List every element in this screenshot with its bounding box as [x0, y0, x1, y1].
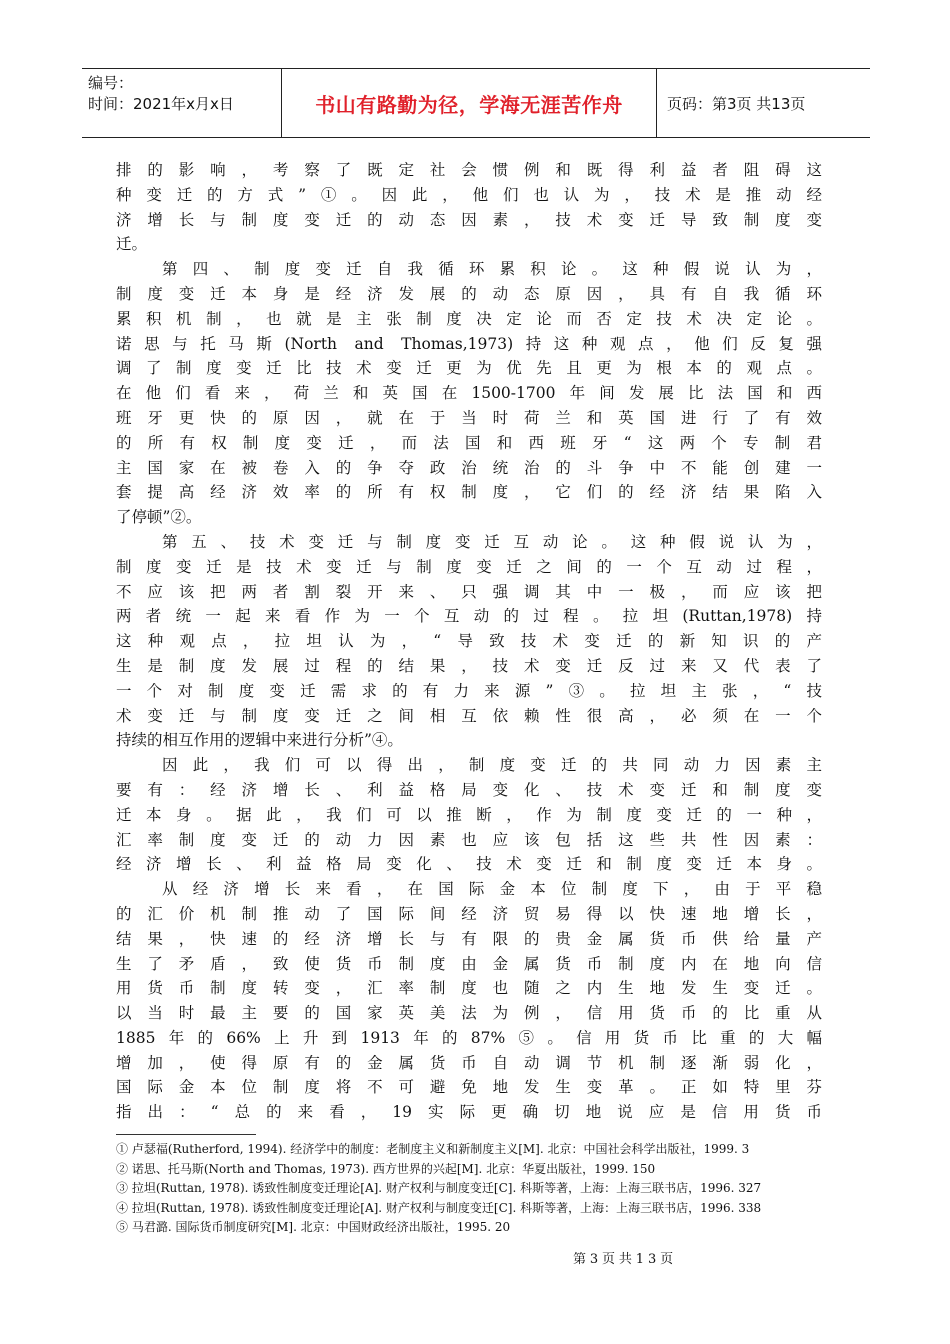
- text-line: 种变迁的方式”①。因此，他们也认为，技术是推动经: [116, 185, 822, 204]
- text-line: 套提高经济效率的所有权制度，它们的经济结果陷入: [116, 483, 822, 502]
- text-line: 第五、技术变迁与制度变迁互动论。这种假说认为，: [162, 532, 822, 551]
- text-line: 生是制度发展过程的结果，技术变迁反过来又代表了: [116, 656, 822, 675]
- footnote: ② 诺思、托马斯(North and Thomas, 1973). 西方世界的兴起[M]. 北京：华夏出版社，1999. 150: [116, 1161, 656, 1176]
- text-line: 术变迁与制度变迁之间相互依赖性很高，必须在一个: [116, 706, 822, 725]
- header-date: 时间：2021年x月x日: [88, 95, 234, 113]
- text-line: 济增长与制度变迁的动态因素，技术变迁导致制度变: [116, 210, 822, 229]
- text-line: 诺思与托马斯(North and Thomas,1973)持这种观点，他们反复强: [116, 334, 822, 353]
- paragraph: [116, 530, 822, 753]
- header-meta: [82, 69, 282, 137]
- text-line: 的所有权制度变迁，而法国和西班牙“这两个专制君: [116, 433, 822, 452]
- footnote-divider: [116, 1134, 256, 1135]
- paragraph: [116, 158, 822, 257]
- paragraph: [116, 877, 822, 1125]
- text-line: 调了制度变迁比技术变迁更为优先且更为根本的观点。: [116, 359, 822, 378]
- text-line: 结果，快速的经济增长与有限的贵金属货币供给量产: [116, 929, 822, 948]
- text-line: 主国家在被卷入的争夺政治统治的斗争中不能创建一: [116, 458, 822, 477]
- header-number-label: 编号：: [88, 74, 134, 92]
- text-line: 因此，我们可以得出，制度变迁的共同动力因素主: [162, 756, 822, 775]
- paragraph: [116, 257, 822, 530]
- text-line: 班牙更快的原因，就在于当时荷兰和英国进行了有效: [116, 408, 822, 427]
- footnotes: [116, 1140, 856, 1238]
- text-line: 累积机制，也就是主张制度决定论而否定技术决定论。: [116, 309, 822, 328]
- footnote: ① 卢瑟福(Rutherford, 1994). 经济学中的制度：老制度主义和新制度主义[M]. 北京：中国社会科学出版社，1999. 3: [116, 1142, 750, 1156]
- text-line: 以当时最主要的国家英美法为例，信用货币的比重从: [116, 1004, 822, 1023]
- text-line: 经济增长、利益格局变化、技术变迁和制度变迁本身。: [116, 855, 822, 874]
- page-header: [82, 68, 870, 138]
- text-line: 排的影响，考察了既定社会惯例和既得利益者阻碍这: [116, 161, 822, 179]
- footnote: ④ 拉坦(Ruttan, 1978). 诱致性制度变迁理论[A]. 财产权利与制度变迁[C]. 科斯等著，上海：上海三联书店，1996. 338: [116, 1200, 762, 1215]
- text-line: 第四、制度变迁自我循环累积论。这种假说认为，: [162, 260, 822, 279]
- text-line: 制度变迁是技术变迁与制度变迁之间的一个互动过程，: [116, 557, 822, 576]
- text-line: 这种观点，拉坦认为，“导致技术变迁的新知识的产: [116, 632, 822, 651]
- footnote: ③ 拉坦(Ruttan, 1978). 诱致性制度变迁理论[A]. 财产权利与制度变迁[C]. 科斯等著，上海：上海三联书店，1996. 327: [116, 1181, 762, 1195]
- text-line: 制度变迁本身是经济发展的动态原因，具有自我循环: [116, 284, 822, 303]
- text-line: 一个对制度变迁需求的有力来源”③。拉坦主张，“技: [116, 681, 822, 700]
- text-line: 国际金本位制度将不可避免地发生变革。正如特里芬: [116, 1078, 822, 1097]
- text-line: 1885年的66%上升到1913年的87%⑤。信用货币比重的大幅: [116, 1028, 822, 1047]
- text-line: 不应该把两者割裂开来、只强调其中一极，而应该把: [116, 582, 822, 601]
- header-motto: 书山有路勤为径，学海无涯苦作舟: [282, 69, 657, 137]
- text-line: 汇率制度变迁的动力因素也应该包括这些共性因素：: [116, 830, 822, 849]
- footnote: ⑤ 马君潞. 国际货币制度研究[M]. 北京：中国财政经济出版社，1995. 20: [116, 1220, 511, 1234]
- text-line: 的汇价机制推动了国际间经济贸易得以快速地增长，: [116, 904, 822, 923]
- text-line: 生了矛盾，致使货币制度由金属货币制度内在地向信: [116, 954, 822, 973]
- page-footer: 第3页共13页: [572, 1252, 678, 1267]
- text-line: 迁本身。据此，我们可以推断，作为制度变迁的一种，: [116, 805, 822, 824]
- paragraph: [116, 753, 822, 877]
- text-line: 持续的相互作用的逻辑中来进行分析”④。: [116, 731, 403, 750]
- text-line: 要有：经济增长、利益格局变化、技术变迁和制度变: [116, 780, 822, 799]
- text-line: 指出：“总的来看，19实际更确切地说应是信用货币: [116, 1103, 822, 1122]
- document-body: [116, 158, 822, 1125]
- header-page-number: 页码：第3页 共13页: [667, 94, 806, 113]
- text-line: 增加，使得原有的金属货币自动调节机制逐渐弱化，: [116, 1053, 822, 1072]
- text-line: 用货币制度转变，汇率制度也随之内生地发生变迁。: [116, 979, 822, 998]
- text-line: 迁。: [116, 235, 148, 254]
- text-line: 两者统一起来看作为一个互动的过程。拉坦(Ruttan,1978)持: [116, 607, 822, 626]
- text-line: 了停顿”②。: [116, 508, 202, 527]
- text-line: 在他们看来，荷兰和英国在1500-1700年间发展比法国和西: [116, 384, 822, 403]
- text-line: 从经济增长来看，在国际金本位制度下，由于平稳: [162, 880, 822, 899]
